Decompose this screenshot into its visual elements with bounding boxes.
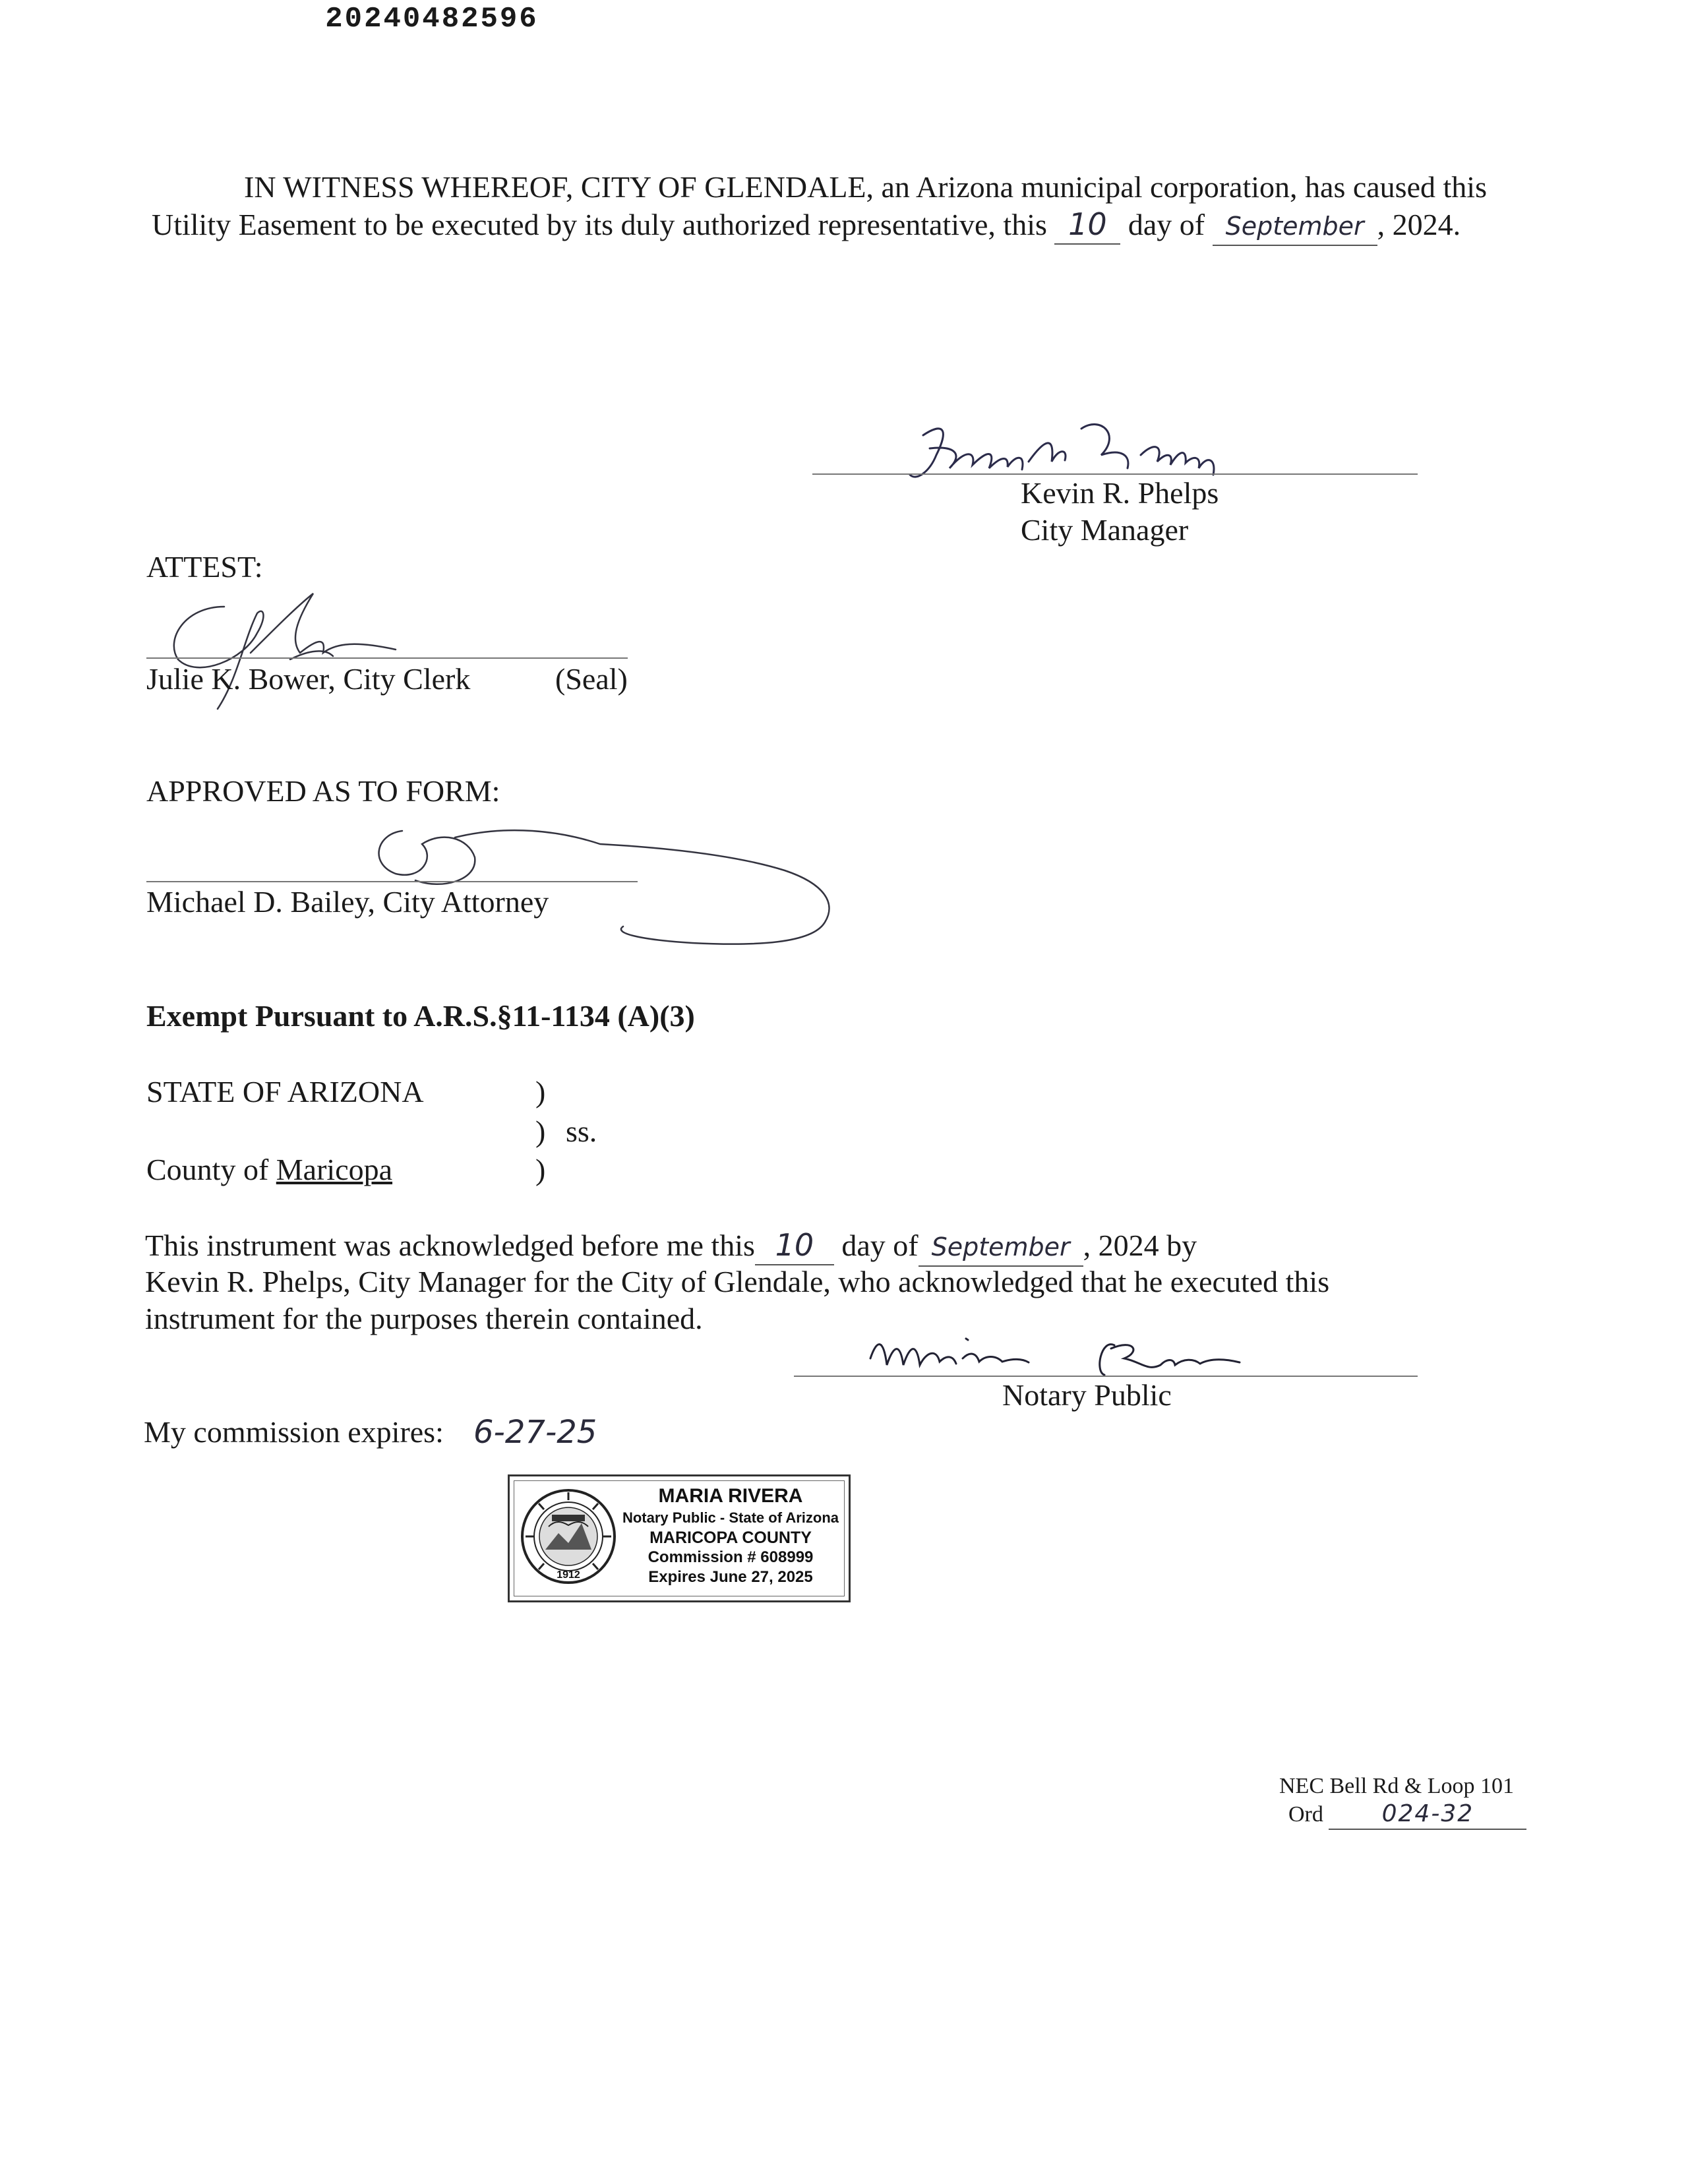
seal-label: (Seal): [555, 662, 628, 696]
signatory-name: Kevin R. Phelps: [1021, 476, 1219, 510]
seal-year: 1912: [557, 1569, 580, 1581]
footer-location: NEC Bell Rd & Loop 101: [1279, 1774, 1515, 1798]
city-clerk-name: Julie K. Bower, City Clerk: [146, 662, 471, 696]
venue-paren-2: ): [535, 1114, 546, 1148]
ack-day-field: [755, 1227, 834, 1265]
stamp-county: MARICOPA COUNTY: [649, 1529, 812, 1547]
witness-day: 10: [1068, 206, 1107, 242]
exempt-statement: Exempt Pursuant to A.R.S.§11-1134 (A)(3): [146, 999, 695, 1033]
witness-year: , 2024.: [1377, 208, 1461, 241]
venue-state: STATE OF ARIZONA: [146, 1075, 424, 1108]
footer-ord-number: 024-32: [1381, 1800, 1474, 1827]
venue-county: [146, 1151, 392, 1188]
witness-month: September: [1225, 212, 1364, 241]
witness-paragraph: [152, 169, 1543, 246]
stamp-text-block: [622, 1484, 839, 1587]
venue-paren-1: ): [535, 1075, 546, 1108]
stamp-expires: Expires June 27, 2025: [648, 1568, 813, 1586]
document-number: 20240482596: [325, 3, 539, 36]
notary-signature: [864, 1319, 1286, 1385]
stamp-notary-name: MARIA RIVERA: [658, 1485, 803, 1507]
venue-county-prefix: County of: [146, 1153, 269, 1186]
witness-text: IN WITNESS WHEREOF, CITY OF GLENDALE, an Arizona municipal corporation, has caused this Utility Easement to be executed by its duly authorized representative, this: [152, 170, 1487, 241]
ack-day: 10: [775, 1227, 814, 1263]
acknowledgment-line-1: [145, 1227, 1197, 1267]
attest-label: ATTEST:: [146, 550, 263, 584]
acknowledgment-line-2: Kevin R. Phelps, City Manager for the City of Glendale, who acknowledged that he executed this: [145, 1265, 1330, 1298]
ack-day-of: day of: [841, 1228, 919, 1262]
signatory-title: City Manager: [1021, 513, 1189, 547]
city-clerk-signature-line: [146, 657, 628, 659]
ack-text-after: , 2024 by: [1083, 1228, 1197, 1262]
venue-county-name: Maricopa: [276, 1153, 393, 1186]
footer-ord-field: [1329, 1800, 1526, 1830]
ack-month: September: [931, 1232, 1070, 1261]
city-attorney-name: Michael D. Bailey, City Attorney: [146, 885, 549, 919]
notary-label: Notary Public: [1002, 1378, 1172, 1412]
footer-ord: [1288, 1800, 1526, 1830]
witness-day-field: [1054, 206, 1120, 245]
stamp-line-1: Notary Public - State of Arizona: [622, 1509, 839, 1526]
witness-day-of: day of: [1128, 208, 1205, 241]
venue-paren-3: ): [535, 1153, 546, 1186]
footer-ord-label: Ord: [1288, 1802, 1323, 1827]
venue-ss: ss.: [566, 1114, 597, 1148]
witness-month-field: [1213, 206, 1377, 246]
stamp-commission: Commission # 608999: [648, 1548, 814, 1566]
city-attorney-signature-line: [146, 881, 638, 882]
acknowledgment-line-3: instrument for the purposes therein contained.: [145, 1302, 703, 1335]
commission-label: My commission expires:: [144, 1415, 444, 1449]
ack-text-before-day: This instrument was acknowledged before me this: [145, 1228, 755, 1262]
notary-stamp: [508, 1474, 851, 1602]
approved-label: APPROVED AS TO FORM:: [146, 774, 500, 808]
ack-month-field: [919, 1227, 1083, 1267]
arizona-seal-icon: [519, 1487, 618, 1586]
commission-date: 6-27-25: [473, 1414, 597, 1451]
